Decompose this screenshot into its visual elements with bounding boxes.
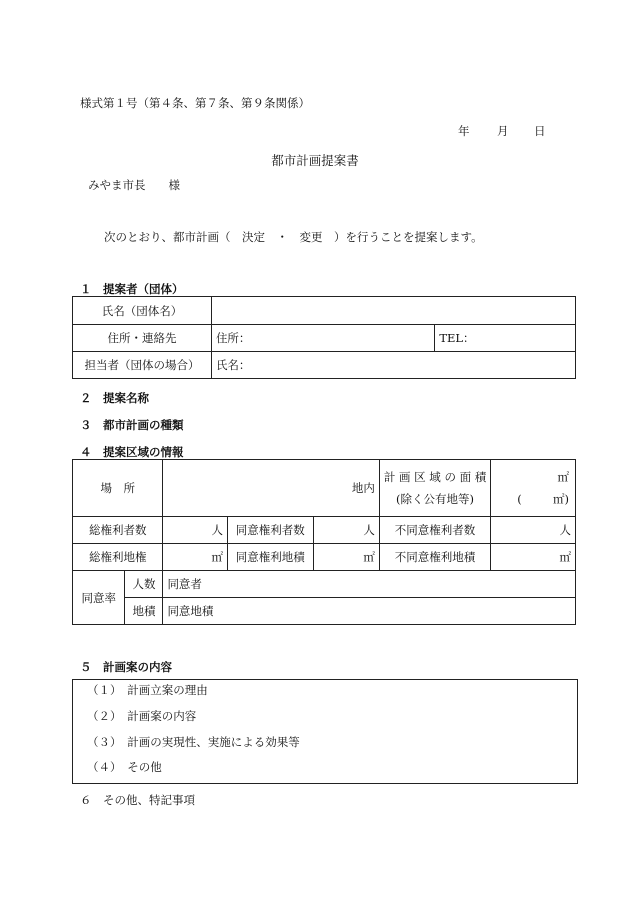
land-total-label: 総権利地権 xyxy=(73,544,163,571)
plan-item-other: （４） その他 xyxy=(87,760,162,774)
consent-rate-label: 同意率 xyxy=(73,571,125,625)
date-year: 年 xyxy=(458,124,470,138)
addressee: みやま市長 様 xyxy=(88,178,180,192)
plan-item-reason: （１） 計画立案の理由 xyxy=(87,683,208,697)
holders-agree-cell[interactable] xyxy=(313,517,379,544)
land-disagree-label: 不同意権利地積 xyxy=(379,544,490,571)
unit-sqm: ㎡ xyxy=(559,550,571,564)
area-label-line1: 計 画 区 域 の 面 積 xyxy=(383,470,487,484)
land-disagree-cell[interactable] xyxy=(491,544,576,571)
tel-cell[interactable]: TEL： xyxy=(435,325,576,352)
address-label: 住所・連絡先 xyxy=(73,325,212,352)
holders-disagree-cell[interactable] xyxy=(491,517,576,544)
unit-sqm: ㎡ xyxy=(211,550,223,564)
land-agree-label: 同意権利地積 xyxy=(227,544,313,571)
unit-person: 人 xyxy=(559,523,571,537)
land-total-cell[interactable] xyxy=(163,544,228,571)
plan-item-content: （２） 計画案の内容 xyxy=(87,709,197,723)
section4-heading: ４ 提案区域の情報 xyxy=(80,445,184,459)
area-unit: ㎡ xyxy=(557,470,569,484)
name-cell[interactable] xyxy=(211,297,575,325)
holders-agree-label: 同意権利者数 xyxy=(227,517,313,544)
unit-sqm: ㎡ xyxy=(363,550,375,564)
section5-heading: ５ 計画案の内容 xyxy=(80,660,172,674)
area-table xyxy=(72,459,576,625)
consenters-cell[interactable]: 同意者 xyxy=(163,571,576,598)
area-label xyxy=(379,460,490,517)
holders-total-label: 総権利者数 xyxy=(73,517,163,544)
unit-person: 人 xyxy=(211,523,223,537)
contact-cell[interactable]: 氏名： xyxy=(211,352,575,379)
unit-person: 人 xyxy=(363,523,375,537)
section1-heading: １ 提案者（団体） xyxy=(80,282,184,296)
plan-item-feasibility: （３） 計画の実現性、実施による効果等 xyxy=(87,735,300,749)
address-cell[interactable]: 住所： xyxy=(211,325,434,352)
contact-label: 担当者（団体の場合） xyxy=(73,352,212,379)
date-day: 日 xyxy=(534,124,546,138)
proposer-table xyxy=(72,296,576,379)
plan-content-box[interactable] xyxy=(72,679,578,784)
consent-area-cell[interactable]: 同意地積 xyxy=(163,598,576,625)
by-area-label: 地積 xyxy=(125,598,163,625)
section6-heading: ６ その他、特記事項 xyxy=(80,793,195,807)
by-count-label: 人数 xyxy=(125,571,163,598)
area-paren-open: ( xyxy=(517,492,522,506)
area-cell[interactable] xyxy=(491,460,576,517)
holders-disagree-label: 不同意権利者数 xyxy=(379,517,490,544)
land-agree-cell[interactable] xyxy=(313,544,379,571)
document-title: 都市計画提案書 xyxy=(271,153,359,168)
form-number: 様式第１号（第４条、第７条、第９条関係） xyxy=(80,96,310,110)
place-label: 場 所 xyxy=(73,460,163,517)
area-paren-unit: ㎡) xyxy=(553,492,569,506)
holders-total-cell[interactable] xyxy=(163,517,228,544)
section3-heading: ３ 都市計画の種類 xyxy=(80,418,184,432)
area-label-line2: (除く公有地等) xyxy=(396,492,475,506)
intro-text: 次のとおり、都市計画（ 決定 ・ 変更 ）を行うことを提案します。 xyxy=(104,230,483,244)
section2-heading: ２ 提案名称 xyxy=(80,391,149,405)
place-cell[interactable] xyxy=(163,460,379,517)
name-label: 氏名（団体名） xyxy=(73,297,212,325)
date-month: 月 xyxy=(497,124,509,138)
chinai-text: 地内 xyxy=(351,481,375,495)
